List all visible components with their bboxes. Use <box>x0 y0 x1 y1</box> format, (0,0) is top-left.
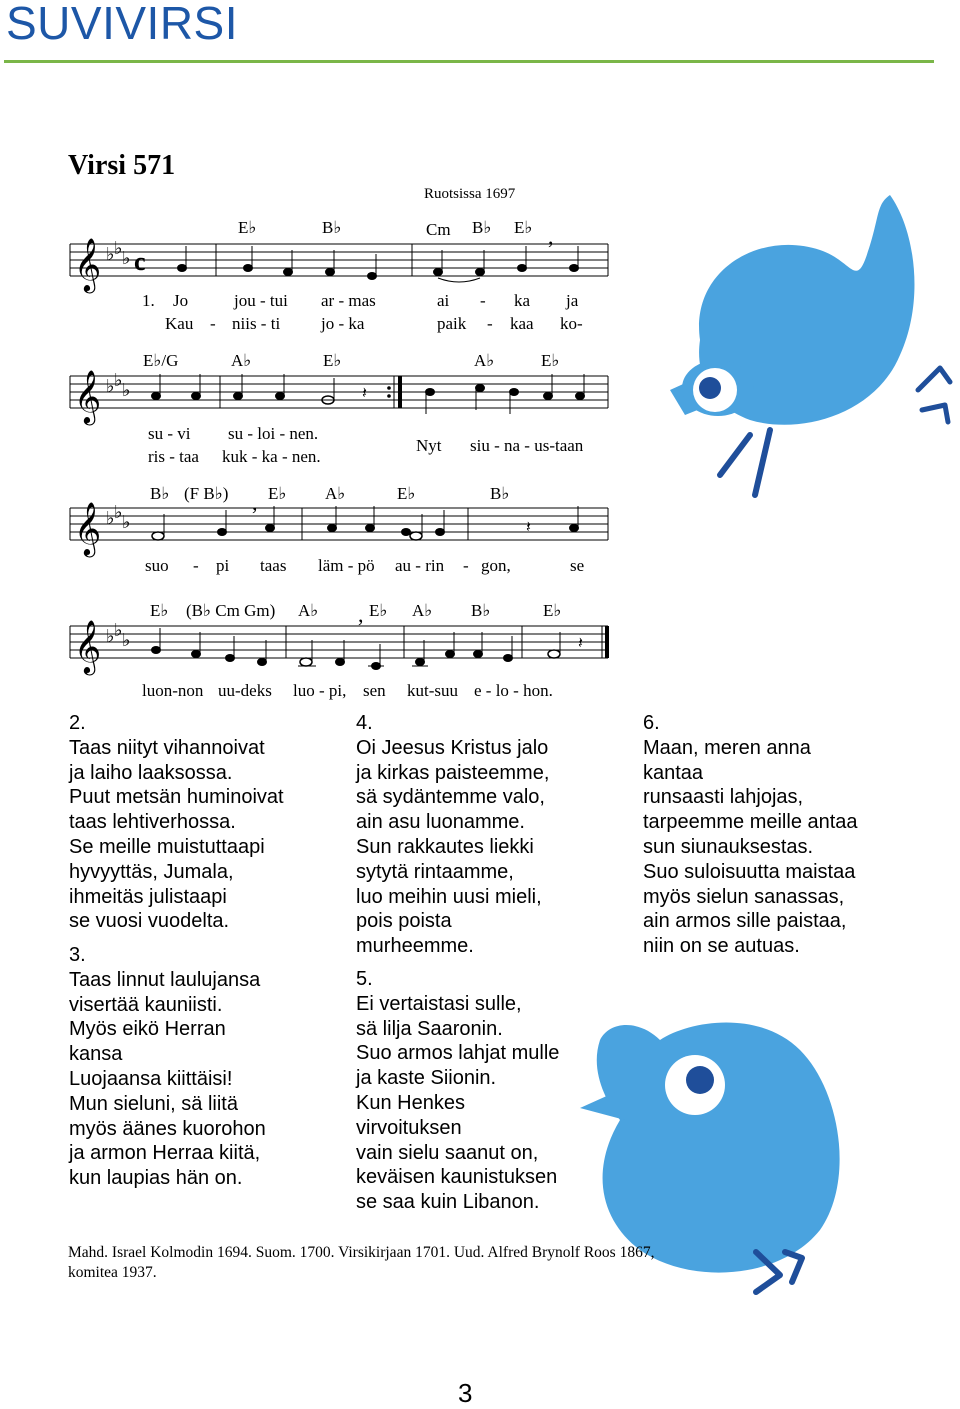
verse-number: 3. <box>69 944 86 966</box>
svg-text:𝄽: 𝄽 <box>526 517 531 536</box>
lyric: kut-suu <box>407 681 458 700</box>
treble-clef-icon: 𝄞 <box>74 237 102 291</box>
svg-text:,: , <box>252 490 258 515</box>
svg-text:♭: ♭ <box>106 244 115 265</box>
chord: A♭ <box>412 601 433 620</box>
chord: B♭ <box>150 484 170 503</box>
lyric: Kau <box>165 314 194 333</box>
lyric: pi <box>216 556 230 575</box>
verse-6 <box>643 711 858 959</box>
verse-line: Mun sieluni, sä liitä <box>69 1092 238 1115</box>
verse-line: sun siunauksestas. <box>643 835 814 858</box>
verse-line: kun laupias hän on. <box>69 1167 243 1190</box>
hymn-origin: Ruotsissa 1697 <box>424 186 516 202</box>
chord: E♭ <box>541 351 560 370</box>
lyric: 1. <box>142 291 155 310</box>
chord: A♭ <box>298 601 319 620</box>
verse-line: Taas niityt vihannoivat <box>69 736 265 759</box>
svg-text:♭: ♭ <box>122 380 131 401</box>
lyric: jou - tui <box>234 291 288 310</box>
lyric: ko- <box>560 314 583 333</box>
lyric: jo - ka <box>321 314 365 333</box>
verse-line: Ei vertaistasi sulle, <box>356 992 522 1015</box>
verse-line: ain asu luonamme. <box>356 811 525 834</box>
lyric: au - rin <box>395 556 445 575</box>
verse-number: 5. <box>356 968 373 990</box>
lyric: suo <box>145 556 169 575</box>
verse-2 <box>69 711 284 934</box>
verse-line: keväisen kaunistuksen <box>356 1166 558 1189</box>
lyric: ka <box>514 291 531 310</box>
verse-line: ja laiho laaksossa. <box>69 761 233 784</box>
verse-line: ihmeitäs julistaapi <box>69 885 227 908</box>
svg-text:,: , <box>548 224 554 249</box>
chord: (F B♭) <box>184 484 229 503</box>
lyric: ris - taa <box>148 447 199 466</box>
credits-line: komitea 1937. <box>68 1263 157 1281</box>
chord: (B♭ Cm Gm) <box>186 601 276 620</box>
verse-line: Puut metsän huminoivat <box>69 786 284 809</box>
verse-line: Se meille muistuttaapi <box>69 835 265 858</box>
verse-line: taas lehtiverhossa. <box>69 811 236 834</box>
treble-clef-icon: 𝄞 <box>74 369 102 423</box>
lyric: läm - pö <box>318 556 375 575</box>
header-divider <box>4 60 934 63</box>
verse-line: runsaasti lahjojas, <box>643 786 804 809</box>
svg-text:♭: ♭ <box>106 376 115 397</box>
lyric: gon, <box>481 556 511 575</box>
verse-line: Oi Jeesus Kristus jalo <box>356 736 549 759</box>
verse-line: myös äänes kuorohon <box>69 1117 266 1140</box>
chord: E♭/G <box>143 351 179 370</box>
verse-line: Suo armos lahjat mulle <box>356 1042 560 1065</box>
svg-text:♭: ♭ <box>114 238 123 259</box>
verse-line: ja kirkas paisteemme, <box>356 761 550 784</box>
verse-line: kantaa <box>643 761 704 784</box>
verse-line: Sun rakkautes liekki <box>356 835 534 858</box>
lyric: sen <box>363 681 386 700</box>
verse-line: Maan, meren anna <box>643 736 811 759</box>
lyric: e - lo - hon. <box>474 681 553 700</box>
verse-line: se saa kuin Libanon. <box>356 1191 540 1214</box>
svg-text:♭: ♭ <box>114 620 123 641</box>
chord: E♭ <box>369 601 388 620</box>
lyric: Nyt <box>416 436 442 455</box>
verse-5 <box>356 967 559 1215</box>
lyric: - <box>487 314 493 333</box>
svg-text:c: c <box>134 247 146 276</box>
verse-4 <box>356 711 549 959</box>
lyric: su - vi <box>148 424 191 443</box>
lyric: ja <box>566 291 579 310</box>
chord: A♭ <box>231 351 252 370</box>
chord: B♭ <box>471 601 491 620</box>
treble-clef-icon: 𝄞 <box>74 619 102 673</box>
chord: E♭ <box>150 601 169 620</box>
verse-line: Taas linnut laulujansa <box>69 968 261 991</box>
lyric: Jo <box>173 291 189 310</box>
svg-text:♭: ♭ <box>114 502 123 523</box>
page-number: 3 <box>458 1378 473 1408</box>
chord: Cm <box>426 220 451 239</box>
verse-line: tarpeemme meille antaa <box>643 811 858 834</box>
lyric: kuk - ka - nen. <box>222 447 321 466</box>
lyric: niis - ti <box>232 314 281 333</box>
treble-clef-icon: 𝄞 <box>74 501 102 555</box>
svg-text:𝄽: 𝄽 <box>578 633 583 652</box>
svg-text:♭: ♭ <box>122 512 131 533</box>
chord: E♭ <box>397 484 416 503</box>
chord: E♭ <box>323 351 342 370</box>
lyric: - <box>480 291 486 310</box>
verse-number: 6. <box>643 712 660 734</box>
svg-text:♭: ♭ <box>114 370 123 391</box>
blue-bird-top-icon <box>650 190 960 520</box>
chord: B♭ <box>472 218 492 237</box>
music-staff <box>66 368 616 423</box>
lyric: taas <box>260 556 287 575</box>
chord: E♭ <box>268 484 287 503</box>
verse-line: ja armon Herraa kiitä, <box>69 1142 261 1165</box>
chord: E♭ <box>238 218 257 237</box>
chord: A♭ <box>325 484 346 503</box>
verse-line: virvoituksen <box>356 1116 462 1139</box>
hymn-credits <box>68 1243 768 1282</box>
chord: A♭ <box>474 351 495 370</box>
chord: B♭ <box>322 218 342 237</box>
svg-text:♭: ♭ <box>122 630 131 651</box>
lyric: ar - mas <box>321 291 376 310</box>
chord: B♭ <box>490 484 510 503</box>
verse-line: kansa <box>69 1043 123 1066</box>
lyric: se <box>570 556 585 575</box>
verse-3 <box>69 943 266 1191</box>
verse-line: ja kaste Siionin. <box>356 1067 497 1090</box>
verse-line: ain armos sille paistaa, <box>643 910 847 933</box>
verse-line: myös sielun sanassas, <box>643 885 845 908</box>
verse-number: 4. <box>356 712 373 734</box>
verse-line: vain sielu saanut on, <box>356 1141 539 1164</box>
lyric: uu-deks <box>218 681 272 700</box>
verse-line: niin on se autuas. <box>643 935 800 958</box>
page-header-title: SUVIVIRSI <box>6 0 239 49</box>
lyric: siu - na - us-taan <box>470 436 584 455</box>
verse-line: Myös eikö Herran <box>69 1018 226 1041</box>
svg-text:𝄽: 𝄽 <box>362 383 367 402</box>
verse-line: hyvyyttäs, Jumala, <box>69 860 234 883</box>
verse-line: sä sydäntemme valo, <box>356 786 545 809</box>
svg-text:♭: ♭ <box>106 626 115 647</box>
verse-line: sytytä rintaamme, <box>356 860 514 883</box>
credits-line: Mahd. Israel Kolmodin 1694. Suom. 1700. Virsikirjaan 1701. Uud. Alfred Brynolf Roos 1867, <box>68 1244 655 1261</box>
lyric: - <box>210 314 216 333</box>
verse-line: pois poista <box>356 910 452 933</box>
verse-line: Luojaansa kiittäisi! <box>69 1067 233 1090</box>
svg-text:♭: ♭ <box>122 248 131 269</box>
svg-text:♭: ♭ <box>106 508 115 529</box>
lyric: - <box>193 556 199 575</box>
hymn-title: Virsi 571 <box>68 150 176 181</box>
verse-line: luo meihin uusi mieli, <box>356 885 542 908</box>
lyric: luon-non <box>142 681 204 700</box>
verse-line: visertää kauniisti. <box>69 993 223 1016</box>
verse-line: Kun Henkes <box>356 1091 465 1114</box>
lyric: ai <box>437 291 450 310</box>
lyric: kaa <box>510 314 534 333</box>
lyric: paik <box>437 314 467 333</box>
chord: E♭ <box>543 601 562 620</box>
lyric: - <box>463 556 469 575</box>
verse-line: murheemme. <box>356 935 474 958</box>
verse-line: Suo suloisuutta maistaa <box>643 860 856 883</box>
verse-line: se vuosi vuodelta. <box>69 910 230 933</box>
verse-number: 2. <box>69 712 86 734</box>
svg-text:,: , <box>358 602 364 627</box>
lyric: su - loi - nen. <box>228 424 319 443</box>
chord: E♭ <box>514 218 533 237</box>
verse-line: sä lilja Saaronin. <box>356 1017 503 1040</box>
lyric: luo - pi, <box>293 681 347 700</box>
